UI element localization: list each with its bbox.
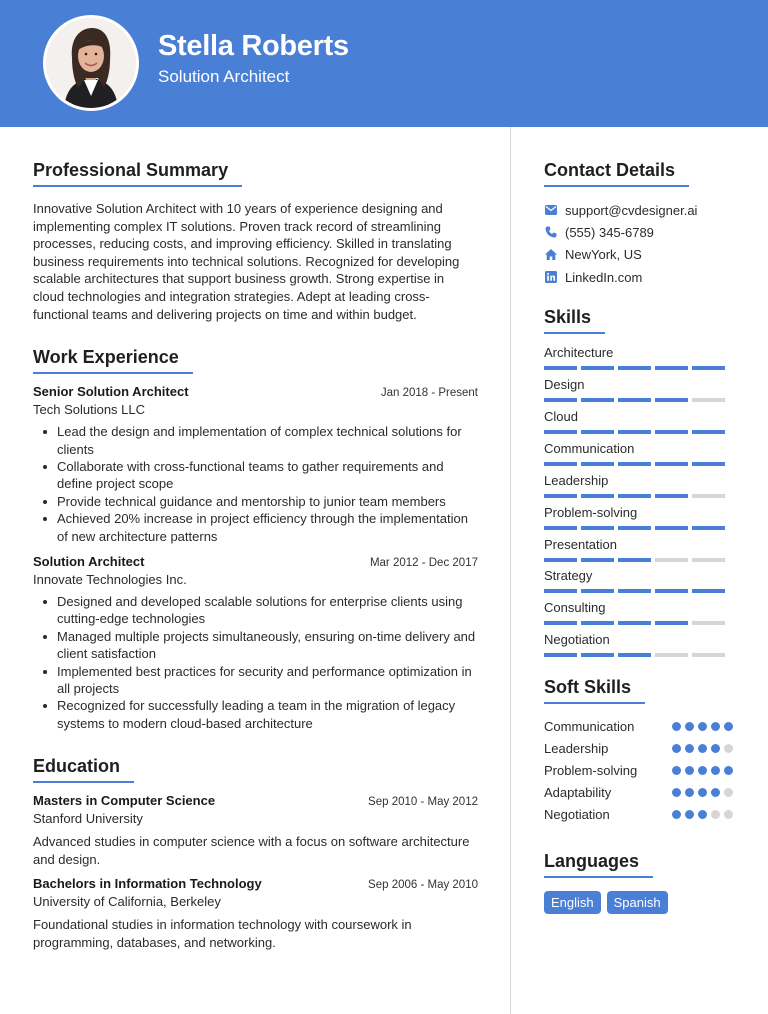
profile-photo	[43, 15, 139, 111]
rating-dot	[685, 722, 694, 731]
education-description: Advanced studies in computer science with a focus on software architecture and design.	[33, 834, 470, 867]
skill-name: Strategy	[544, 568, 593, 584]
education-entry	[33, 876, 478, 951]
phone-icon	[544, 226, 557, 239]
languages-list	[544, 891, 744, 914]
skill-level-bar	[544, 462, 744, 466]
rating-dot	[711, 788, 720, 797]
job-bullet: Collaborate with cross-functional teams to gather requirements and define project scope	[33, 458, 478, 493]
rating-dot	[672, 788, 681, 797]
rating-dot	[672, 744, 681, 753]
job-bullet: Managed multiple projects simultaneously, ensuring on-time delivery and client satisfaction	[33, 628, 478, 663]
rating-dot	[711, 766, 720, 775]
job-bullets	[33, 423, 478, 545]
soft-skill-rating	[672, 810, 733, 819]
skill-item	[544, 409, 744, 441]
job-entry	[33, 384, 478, 545]
skill-level-segment	[581, 621, 614, 625]
skill-item	[544, 537, 744, 569]
skill-level-bar	[544, 653, 744, 657]
rating-dot	[685, 744, 694, 753]
job-title: Senior Solution Architect	[33, 384, 189, 400]
education-description: Foundational studies in information technology with coursework in programming, databases, and networking.	[33, 917, 412, 951]
languages-heading: Languages	[544, 851, 639, 878]
soft-skill-name: Communication	[544, 718, 635, 734]
skill-level-segment	[618, 398, 651, 402]
skill-level-segment	[618, 621, 651, 625]
skill-level-segment	[581, 494, 614, 498]
skill-level-segment	[655, 526, 688, 530]
skill-level-segment	[544, 526, 577, 530]
skill-name: Consulting	[544, 600, 606, 616]
skill-level-segment	[581, 653, 614, 657]
resume-header	[0, 0, 768, 127]
rating-dot	[724, 810, 733, 819]
job-bullet: Achieved 20% increase in project efficiency through the implementation of new architecture patterns	[33, 510, 478, 545]
contact-linkedin[interactable]	[544, 266, 744, 288]
skill-item	[544, 345, 744, 377]
skill-level-segment	[581, 558, 614, 562]
school-name: Stanford University	[33, 811, 143, 827]
soft-skill-name: Adaptability	[544, 784, 612, 800]
job-bullet: Implemented best practices for security and performance optimization in all projects	[33, 663, 478, 698]
soft-skills-heading: Soft Skills	[544, 677, 631, 704]
rating-dot	[698, 766, 707, 775]
candidate-name: Stella Roberts	[158, 30, 349, 62]
rating-dot	[724, 766, 733, 775]
contact-location	[544, 244, 744, 266]
skill-level-segment	[544, 462, 577, 466]
skill-item	[544, 568, 744, 600]
sidebar-column	[544, 160, 744, 914]
soft-skill-item	[544, 715, 733, 737]
rating-dot	[672, 810, 681, 819]
job-entry	[33, 554, 478, 732]
skill-level-segment	[692, 589, 725, 593]
contact-phone[interactable]	[544, 221, 744, 243]
skill-level-segment	[692, 398, 725, 402]
job-bullet: Designed and developed scalable solutions for enterprise clients using cutting-edge technologies	[33, 593, 478, 628]
skill-level-segment	[581, 398, 614, 402]
rating-dot	[698, 722, 707, 731]
skill-level-segment	[692, 621, 725, 625]
soft-skills-list	[544, 715, 744, 825]
job-date: Mar 2012 - Dec 2017	[369, 557, 478, 569]
degree-title: Masters in Computer Science	[33, 793, 216, 809]
job-date: Jan 2018 - Present	[380, 387, 478, 400]
skill-level-segment	[618, 494, 651, 498]
skill-level-segment	[655, 462, 688, 466]
contact-heading: Contact Details	[544, 160, 675, 187]
skill-level-bar	[544, 558, 744, 562]
rating-dot	[711, 722, 720, 731]
skill-level-segment	[618, 558, 651, 562]
soft-skill-item	[544, 737, 733, 759]
skill-level-segment	[692, 494, 725, 498]
education-date: Sep 2010 - May 2012	[368, 796, 478, 809]
skill-level-segment	[581, 589, 614, 593]
soft-skill-rating	[672, 766, 733, 775]
skill-level-segment	[618, 430, 651, 434]
linkedin-icon	[544, 271, 557, 284]
rating-dot	[724, 722, 733, 731]
education-section	[33, 756, 478, 951]
degree-title: Bachelors in Information Technology	[33, 876, 262, 892]
skill-level-segment	[544, 558, 577, 562]
summary-text: Innovative Solution Architect with 10 years of experience designing and implementing complex IT solutions. Proven track record of streamlining processes, reducing costs, and improving efficiency. Skilled in translating business requirements into technical solutions. Recognized for developing scalable architectures that support business growth. Strong expertise in cloud technologies and integration strategies. Adept at leading cross-functional teams and delivering projects on time and within budget.	[33, 201, 460, 322]
soft-skill-rating	[672, 722, 733, 731]
skill-level-bar	[544, 366, 744, 370]
skill-item	[544, 441, 744, 473]
rating-dot	[672, 766, 681, 775]
skill-level-segment	[581, 526, 614, 530]
envelope-icon	[544, 204, 557, 217]
skill-level-segment	[544, 589, 577, 593]
contact-email[interactable]	[544, 199, 744, 221]
skill-name: Negotiation	[544, 632, 610, 648]
language-badge: English	[544, 891, 601, 914]
skill-level-segment	[544, 494, 577, 498]
skill-name: Architecture	[544, 345, 614, 361]
soft-skill-name: Problem-solving	[544, 762, 638, 778]
skill-name: Presentation	[544, 536, 617, 552]
soft-skill-rating	[672, 788, 733, 797]
soft-skills-section	[544, 677, 744, 825]
skills-section	[544, 307, 744, 664]
home-icon	[544, 248, 557, 261]
skill-level-segment	[618, 589, 651, 593]
languages-section	[544, 851, 744, 914]
soft-skill-item	[544, 781, 733, 803]
skill-level-segment	[544, 430, 577, 434]
job-bullets	[33, 593, 478, 732]
summary-section	[33, 160, 478, 323]
rating-dot	[685, 766, 694, 775]
skill-item	[544, 505, 744, 537]
column-divider	[510, 127, 511, 1014]
rating-dot	[711, 810, 720, 819]
rating-dot	[685, 810, 694, 819]
skills-list	[544, 345, 744, 664]
language-badge: Spanish	[607, 891, 668, 914]
phone-text: (555) 345-6789	[565, 224, 654, 240]
linkedin-text: LinkedIn.com	[565, 269, 643, 285]
rating-dot	[698, 744, 707, 753]
skill-level-segment	[692, 526, 725, 530]
skill-item	[544, 377, 744, 409]
skill-level-bar	[544, 621, 744, 625]
skill-level-segment	[581, 462, 614, 466]
skill-level-segment	[544, 398, 577, 402]
skill-level-bar	[544, 494, 744, 498]
skill-level-segment	[544, 653, 577, 657]
skill-level-segment	[692, 558, 725, 562]
skill-name: Design	[544, 377, 585, 393]
skill-level-segment	[544, 621, 577, 625]
email-text: support@cvdesigner.ai	[565, 202, 698, 218]
skill-name: Problem-solving	[544, 504, 638, 520]
skill-level-segment	[692, 462, 725, 466]
skill-level-segment	[655, 589, 688, 593]
skill-level-segment	[692, 430, 725, 434]
experience-section	[33, 347, 478, 732]
skill-level-segment	[618, 366, 651, 370]
skill-level-segment	[655, 621, 688, 625]
skill-level-segment	[692, 366, 725, 370]
skill-item	[544, 600, 744, 632]
location-text: NewYork, US	[565, 247, 642, 263]
skill-level-bar	[544, 430, 744, 434]
job-company: Tech Solutions LLC	[33, 402, 146, 418]
education-entry	[33, 793, 478, 868]
skill-level-segment	[655, 653, 688, 657]
skill-level-segment	[655, 558, 688, 562]
rating-dot	[711, 744, 720, 753]
rating-dot	[698, 788, 707, 797]
job-company: Innovate Technologies Inc.	[33, 572, 187, 587]
skill-item	[544, 473, 744, 505]
profile-photo-image	[46, 18, 136, 108]
skill-level-segment	[581, 430, 614, 434]
job-bullet: Recognized for successfully leading a team in the migration of legacy systems to modern cloud-based architecture	[33, 697, 478, 732]
skill-level-bar	[544, 526, 744, 530]
skill-name: Cloud	[544, 408, 578, 424]
skill-level-bar	[544, 589, 744, 593]
summary-heading: Professional Summary	[33, 160, 228, 187]
job-bullet: Lead the design and implementation of complex technical solutions for clients	[33, 423, 478, 458]
skill-level-segment	[618, 462, 651, 466]
job-title: Solution Architect	[33, 554, 145, 569]
skill-level-segment	[655, 430, 688, 434]
soft-skill-item	[544, 759, 733, 781]
skill-level-segment	[655, 494, 688, 498]
skill-level-segment	[618, 653, 651, 657]
soft-skill-name: Leadership	[544, 740, 609, 756]
skill-level-segment	[544, 366, 577, 370]
skill-item	[544, 632, 744, 664]
skill-level-segment	[655, 398, 688, 402]
education-heading: Education	[33, 756, 120, 783]
rating-dot	[685, 788, 694, 797]
skill-level-segment	[581, 366, 614, 370]
soft-skill-name: Negotiation	[544, 806, 610, 822]
skill-level-segment	[618, 526, 651, 530]
skill-level-segment	[692, 653, 725, 657]
rating-dot	[724, 788, 733, 797]
candidate-role: Solution Architect	[158, 67, 290, 86]
school-name: University of California, Berkeley	[33, 894, 221, 910]
skill-level-bar	[544, 398, 744, 402]
rating-dot	[724, 744, 733, 753]
rating-dot	[698, 810, 707, 819]
skill-level-segment	[655, 366, 688, 370]
skills-heading: Skills	[544, 307, 591, 334]
skill-name: Communication	[544, 440, 635, 456]
soft-skill-rating	[672, 744, 733, 753]
job-bullet: Provide technical guidance and mentorship to junior team members	[33, 493, 478, 510]
soft-skill-item	[544, 803, 733, 825]
skill-name: Leadership	[544, 472, 609, 488]
contact-section	[544, 160, 744, 288]
education-date: Sep 2006 - May 2010	[368, 879, 478, 892]
experience-heading: Work Experience	[33, 347, 179, 374]
main-column	[33, 160, 478, 952]
rating-dot	[672, 722, 681, 731]
